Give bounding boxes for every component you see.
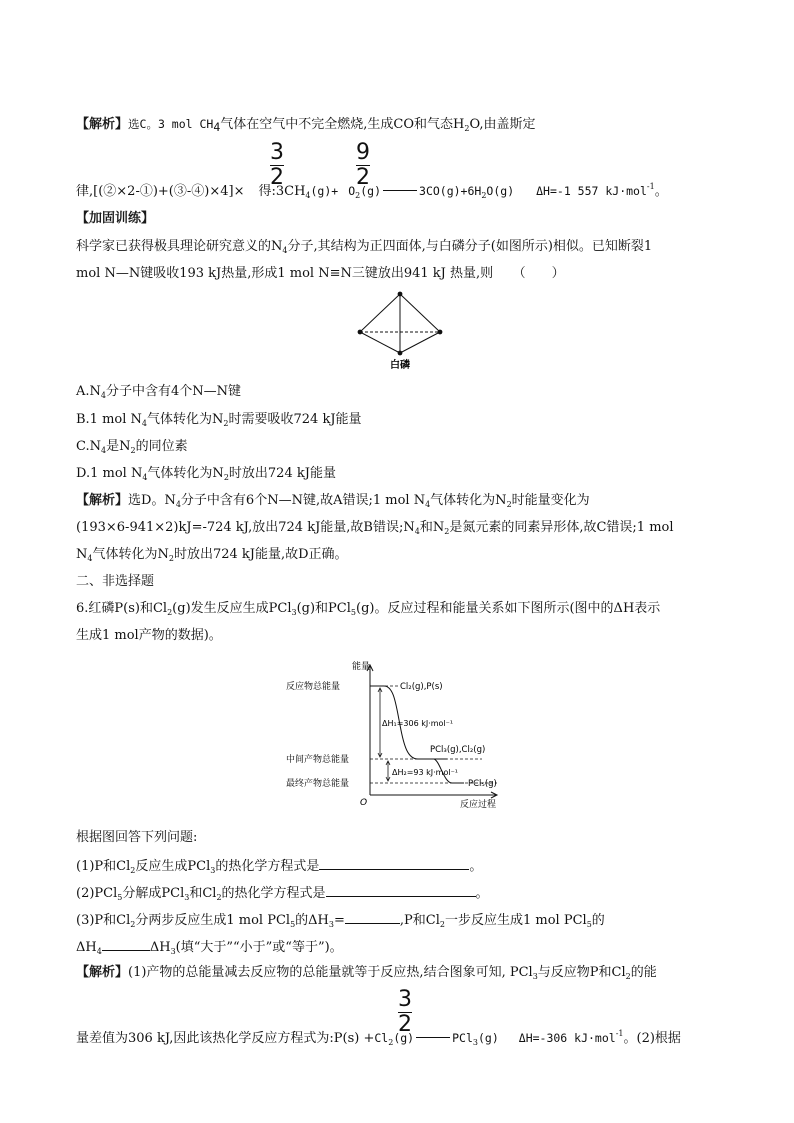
y-axis-label: 能量 <box>352 662 371 672</box>
white-phosphorus-figure <box>350 288 450 372</box>
fraction-9-2: 9 2 <box>356 140 370 190</box>
question-6-line-1: 6.红磷P(s)和$Cl_2(g)$发生反应生成PCl$_3$(g)和PCl$_5$(g)。反应过程和能量关系如下图所示(图中的ΔH表示 <box>76 601 661 617</box>
x-axis-label: 反应过程 <box>460 800 497 810</box>
energy-diagram <box>282 655 512 810</box>
part-2: (2)PCl$_5$分解成PCl$_3$和$Cl_2$的热化学方程式是 。 <box>76 886 489 902</box>
fraction-3-2: 3 2 <box>270 140 284 190</box>
answer-blank-4[interactable] <box>102 938 150 951</box>
reactant-species: Cl₂(g),P(s) <box>400 682 443 692</box>
part-3-cont: $\Delta H_4$ $\Delta H_3$(填“大于”“小于”或“等于”)。 <box>76 940 343 956</box>
question-stem-2: mol N—N键吸收193 kJ热量,形成1 mol N≡N三键放出941 kJ 热量,则 （ ） <box>76 266 565 281</box>
part-3: (3)P和$Cl_2$分两步反应生成1 mol PCl$_5$的$\Delta H_3= ,P$和$Cl_2$一步反应生成1 mol PCl$_5$的 <box>76 913 605 929</box>
fraction-3-2-answer: 3 2 <box>398 987 412 1037</box>
intermediate-species: PCl₃(g),Cl₂(g) <box>430 745 486 755</box>
delta-h2-label: ΔH₂=93 kJ·mol⁻¹ <box>392 768 458 777</box>
reinforcement-heading: 【加固训练】 <box>76 211 155 226</box>
question-stem-1: 科学家已获得极具理论研究意义的$N_4$分子,其结构为正四面体,与白磷分子(如图所示)相似。已知断裂1 <box>76 239 653 255</box>
instruction-line: 根据图回答下列问题: <box>76 830 198 845</box>
analysis-tag: 【解析】 <box>76 117 129 132</box>
analysis-line-2: 律,[(②×2-①)+(③-④)×4]× 得$:3CH_4(g)+ O_2(g)$ $3CO(g)+6H_2O(g)$ ΔH=-1 557 kJ·mol$^{-1}$。 <box>76 182 668 200</box>
final-level-label: 最终产物总能量 <box>286 779 350 789</box>
option-a: $A.N_4$分子中含有4个N—N键 <box>76 384 242 400</box>
solution-line-1: 【解析】选D。$N_4$分子中含有6个N—N键,故A错误;1 mol $N_4$气体转化为$N_2$时能量变化为 <box>76 493 590 509</box>
question-6-line-2: 生成1 mol产物的数据)。 <box>76 628 222 643</box>
answer-blank-2[interactable] <box>326 884 476 897</box>
solution-line-2: (193×6-941×2)kJ=-724 kJ,放出724 kJ能量,故B错误$;N_4$和$N_2$是氮元素的同素异形体,故C错误;1 mol <box>76 520 674 536</box>
option-b: B.1 mol $N_4$气体转化为$N_2$时需要吸收724 kJ能量 <box>76 412 362 428</box>
option-d: D.1 mol $N_4$气体转化为$N_2$时放出724 kJ能量 <box>76 466 336 482</box>
white-phosphorus-caption: 白磷 <box>390 360 410 371</box>
answer-analysis-1: 【解析】(1)产物的总能量减去反应物的总能量就等于反应热,结合图象可知, PCl$_3$与反应物P和$Cl_2$的能 <box>76 965 657 981</box>
intermediate-level-label: 中间产物总能量 <box>286 755 350 765</box>
option-c: $C.N_4$是$N_2$的同位素 <box>76 439 188 455</box>
part-1: (1)P和$Cl_2$反应生成PCl$_3$的热化学方程式是 。 <box>76 859 483 875</box>
reactant-level-label: 反应物总能量 <box>286 682 341 692</box>
answer-analysis-2: 量差值为306 kJ,因此该热化学反应方程式为:P(s) $+Cl_2(g)$ PCl$_3$(g) ΔH=-306 kJ·mol$^{-1}$。(2)根据 <box>76 1029 681 1047</box>
origin-label: O <box>360 798 368 808</box>
analysis-line-1: 【解析】选C。3 mol $CH_4$气体在空气中不完全燃烧,生成CO和气态$H_2O$,由盖斯定 <box>76 117 536 134</box>
answer-blank-1[interactable] <box>319 857 469 870</box>
answer-blank-3[interactable] <box>345 911 400 924</box>
delta-h1-label: ΔH₁=306 kJ·mol⁻¹ <box>382 719 454 728</box>
product-species: PCl₅(g) <box>468 779 497 789</box>
section-heading: 二、非选择题 <box>76 574 155 589</box>
solution-line-3: $N_4$气体转化为$N_2$时放出724 kJ能量,故D正确。 <box>76 547 348 563</box>
